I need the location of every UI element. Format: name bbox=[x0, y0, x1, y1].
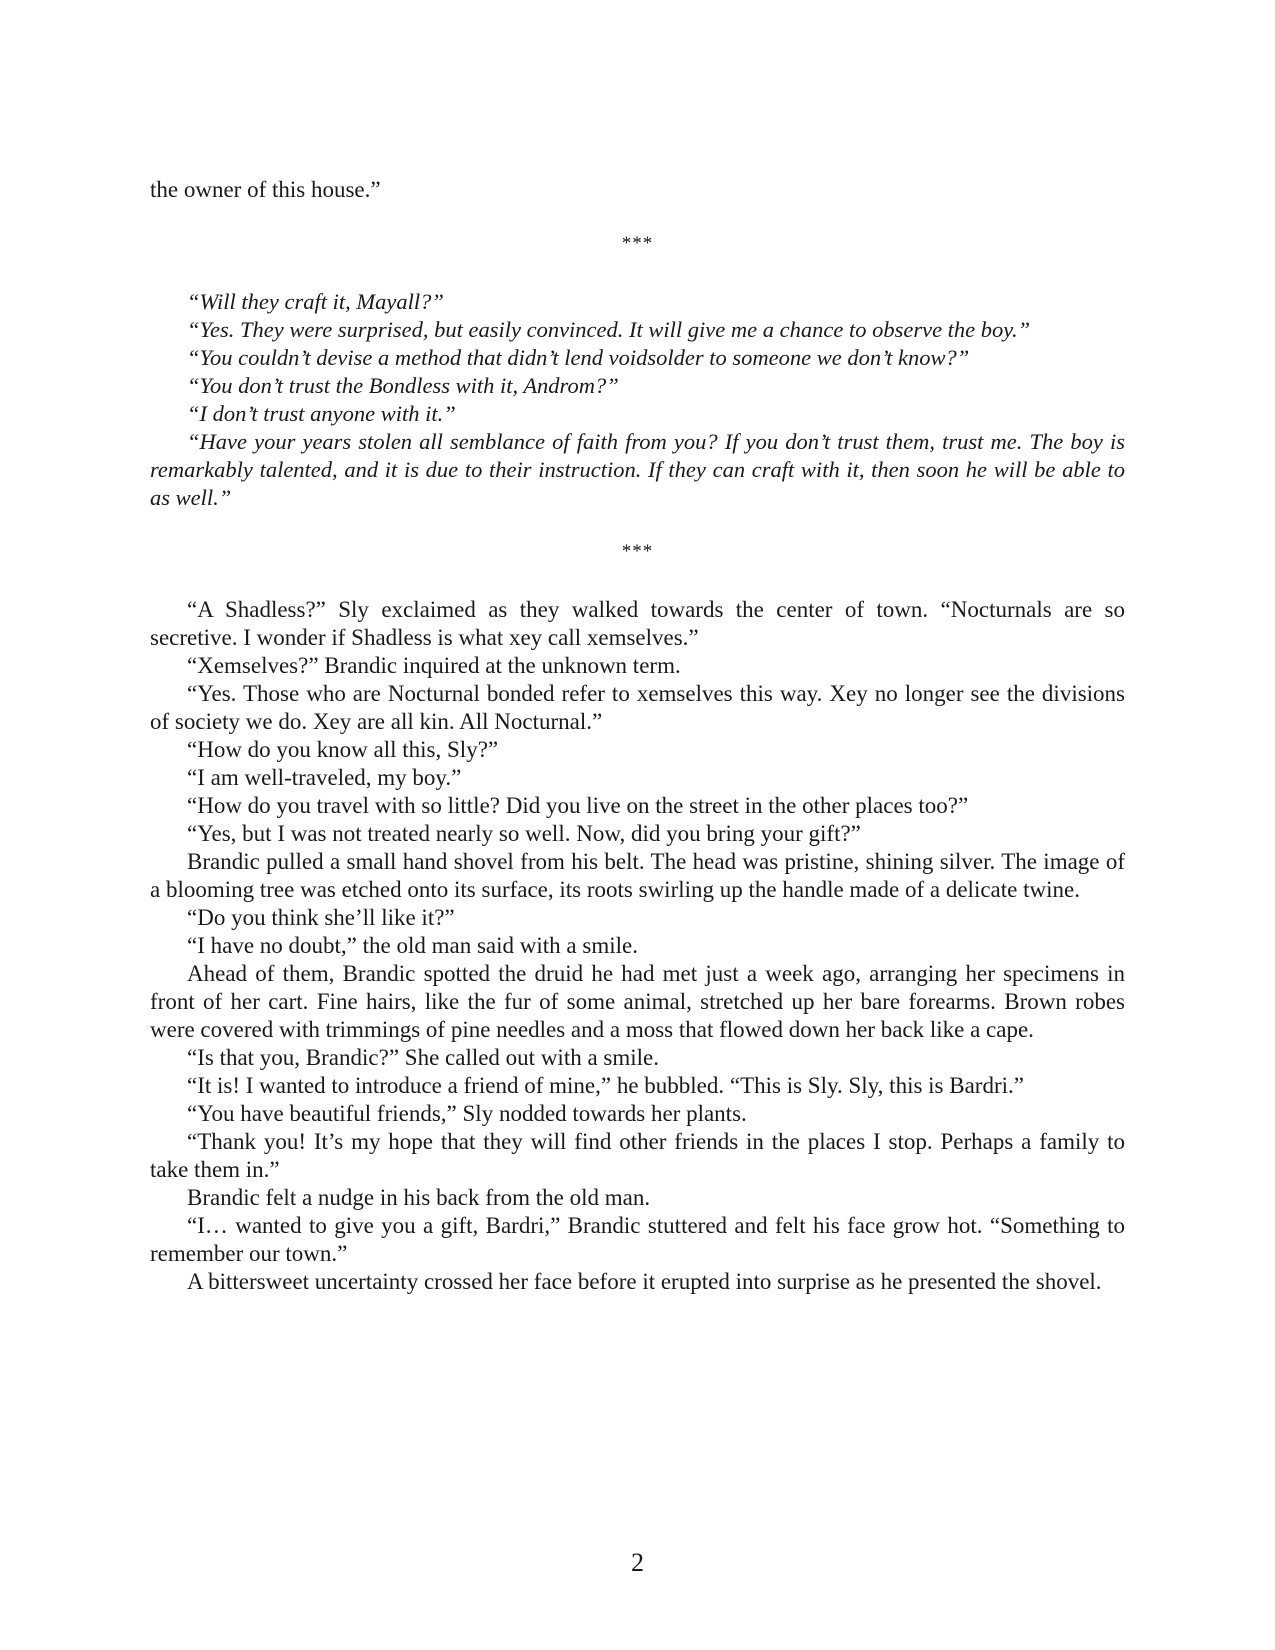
italic-line: “Have your years stolen all semblance of faith from you? If you don’t trust them, trust me. The boy is remarkably talented, and it is due to their instruction. If they can craft with it, then soon he will be able to as well.” bbox=[150, 429, 1125, 510]
italic-line: “Will they craft it, Mayall?” bbox=[187, 289, 444, 314]
paragraph: Brandic felt a nudge in his back from the old man. bbox=[187, 1185, 651, 1210]
paragraph: “Thank you! It’s my hope that they will find other friends in the places I stop. Perhaps a family to take them in.” bbox=[150, 1129, 1125, 1182]
paragraph: A bittersweet uncertainty crossed her face before it erupted into surprise as he presented the shovel. bbox=[187, 1269, 1102, 1294]
opening-line: the owner of this house.” bbox=[150, 177, 381, 202]
paragraph: “Is that you, Brandic?” She called out with a smile. bbox=[187, 1045, 660, 1070]
paragraph: Brandic pulled a small hand shovel from his belt. The head was pristine, shining silver. The image of a blooming tree was etched onto its surface, its roots swirling up the handle made of a delicate twine. bbox=[150, 849, 1125, 902]
paragraph: Ahead of them, Brandic spotted the druid he had met just a week ago, arranging her specimens in front of her cart. Fine hairs, like the fur of some animal, stretched up her bare forearms. Brown robes were covered with trimmings of pine needles and a moss that flowed down her back like a cape. bbox=[150, 961, 1125, 1042]
italic-line: “I don’t trust anyone with it.” bbox=[187, 401, 456, 426]
italic-line: “You couldn’t devise a method that didn’t lend voidsolder to someone we don’t know?” bbox=[187, 345, 970, 370]
main-text bbox=[150, 596, 1125, 1296]
paragraph: “I am well-traveled, my boy.” bbox=[187, 765, 462, 790]
paragraph: “A Shadless?” Sly exclaimed as they walked towards the center of town. “Nocturnals are so secretive. I wonder if Shadless is what xey call xemselves.” bbox=[150, 597, 1125, 650]
paragraph: “Do you think she’ll like it?” bbox=[187, 905, 455, 930]
paragraph: “How do you travel with so little? Did you live on the street in the other places too?” bbox=[187, 793, 969, 818]
paragraph: “How do you know all this, Sly?” bbox=[187, 737, 499, 762]
scene-break: *** bbox=[621, 233, 654, 254]
paragraph: “You have beautiful friends,” Sly nodded towards her plants. bbox=[187, 1101, 747, 1126]
paragraph: “Yes. Those who are Nocturnal bonded refer to xemselves this way. Xey no longer see the divisions of society we do. Xey are all kin. All Nocturnal.” bbox=[150, 681, 1125, 734]
page-body bbox=[150, 176, 1125, 1296]
italic-line: “Yes. They were surprised, but easily convinced. It will give me a chance to observe the boy.” bbox=[187, 317, 1031, 342]
paragraph: “Yes, but I was not treated nearly so well. Now, did you bring your gift?” bbox=[187, 821, 861, 846]
paragraph: “I have no doubt,” the old man said with a smile. bbox=[187, 933, 638, 958]
paragraph: “I… wanted to give you a gift, Bardri,” Brandic stuttered and felt his face grow hot. “Something to remember our town.” bbox=[150, 1213, 1125, 1266]
paragraph: “It is! I wanted to introduce a friend of mine,” he bubbled. “This is Sly. Sly, this is Bardri.” bbox=[187, 1073, 1024, 1098]
italic-dialogue-block bbox=[150, 288, 1125, 512]
scene-break: *** bbox=[621, 541, 654, 562]
paragraph: “Xemselves?” Brandic inquired at the unknown term. bbox=[187, 653, 681, 678]
page-number: 2 bbox=[631, 1548, 644, 1577]
italic-line: “You don’t trust the Bondless with it, Androm?” bbox=[187, 373, 619, 398]
